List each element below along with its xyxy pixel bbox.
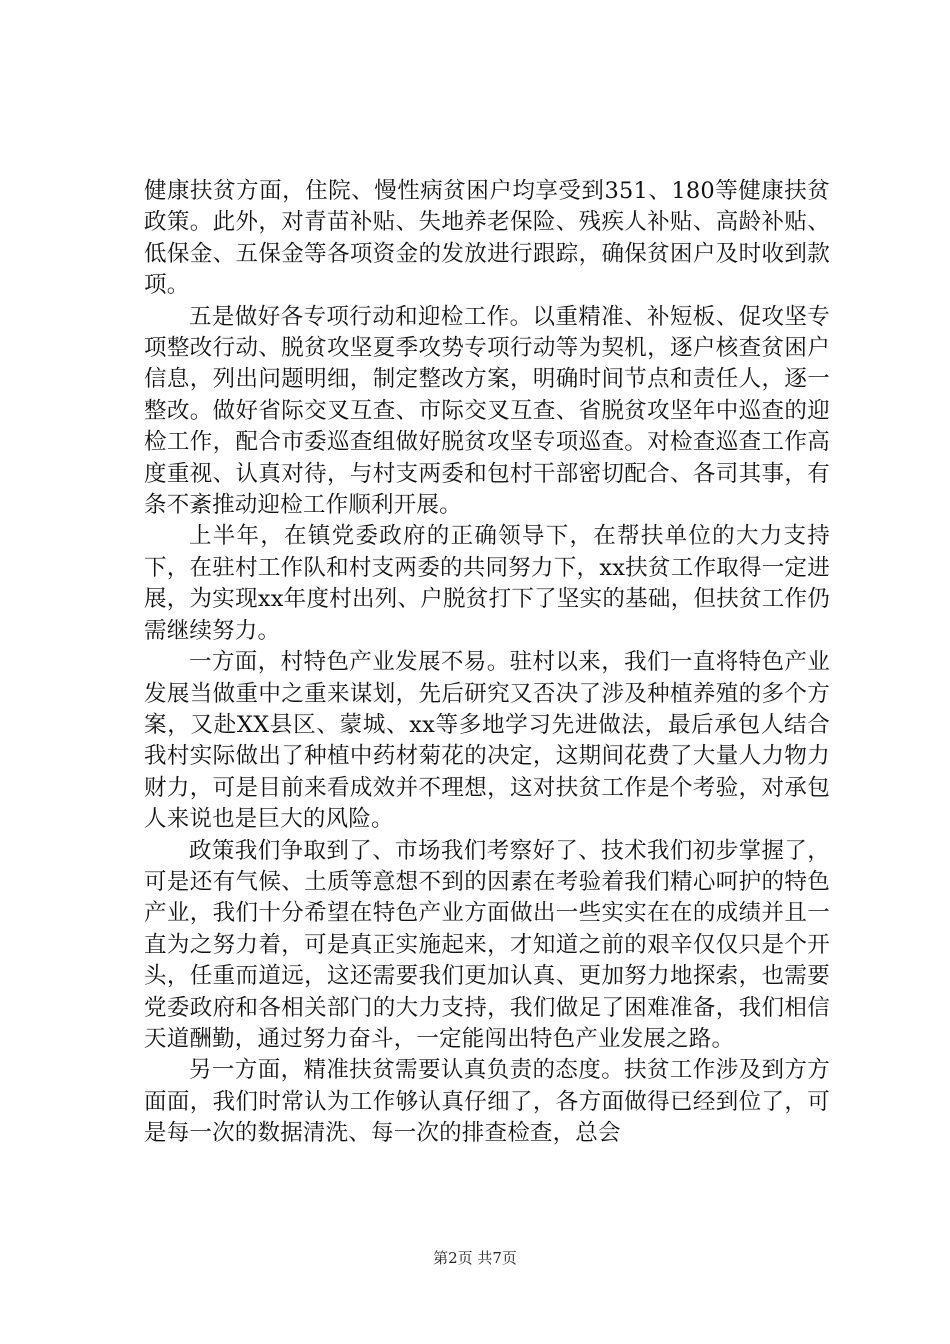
paragraph-policy-market: 政策我们争取到了、市场我们考察好了、技术我们初步掌握了，可是还有气候、土质等意想不到的因素在考验着我们精心呵护的特色产业，我们十分希望在特色产业方面做出一些实实在在的成绩并且一直为之努力着，可是真正实施起来，才知道之前的艰辛仅仅只是个开头，任重而道远，这还需要我们更加认真、更加努力地探索，也需要党委政府和各相关部门的大力支持，我们做足了困难准备，我们相信天道酬勤，通过努力奋斗，一定能闯出特色产业发展之路。	[144, 837, 830, 1052]
page-total: 共7页	[477, 1249, 517, 1267]
document-body	[144, 176, 830, 1150]
page-footer	[0, 1247, 950, 1268]
page-number: 第2页	[433, 1249, 473, 1267]
paragraph-special-actions: 五是做好各专项行动和迎检工作。以重精准、补短板、促攻坚专项整改行动、脱贫攻坚夏季攻势专项行动等为契机，逐户核查贫困户信息，列出问题明细，制定整改方案，明确时间节点和责任人，逐一整改。做好省际交叉互查、市际交叉互查、省脱贫攻坚年中巡查的迎检工作，配合市委巡查组做好脱贫攻坚专项巡查。对检查巡查工作高度重视、认真对待，与村支两委和包村干部密切配合、各司其事，有条不紊推动迎检工作顺利开展。	[144, 303, 830, 519]
paragraph-health-poverty: 健康扶贫方面，住院、慢性病贫困户均享受到351、180等健康扶贫政策。此外，对青苗补贴、失地养老保险、残疾人补贴、高龄补贴、低保金、五保金等各项资金的发放进行跟踪，确保贫困户及时收到款项。	[144, 178, 830, 299]
paragraph-half-year-summary: 上半年，在镇党委政府的正确领导下，在帮扶单位的大力支持下，在驻村工作队和村支两委的共同努力下，xx扶贫工作取得一定进展，为实现xx年度村出列、户脱贫打下了坚实的基础，但扶贫工作仍需继续努力。	[144, 523, 830, 644]
paragraph-precision-poverty: 另一方面，精准扶贫需要认真负责的态度。扶贫工作涉及到方方面面，我们时常认为工作够认真仔细了，各方面做得已经到位了，可是每一次的数据清洗、每一次的排查检查，总会	[144, 1057, 830, 1147]
paragraph-industry-difficulty: 一方面，村特色产业发展不易。驻村以来，我们一直将特色产业发展当做重中之重来谋划，先后研究又否决了涉及种植养殖的多个方案，又赴XX县区、蒙城、xx等多地学习先进做法，最后承包人结合我村实际做出了种植中药材菊花的决定，这期间花费了大量人力物力财力，可是目前来看成效并不理想，这对扶贫工作是个考验，对承包人来说也是巨大的风险。	[144, 649, 830, 833]
